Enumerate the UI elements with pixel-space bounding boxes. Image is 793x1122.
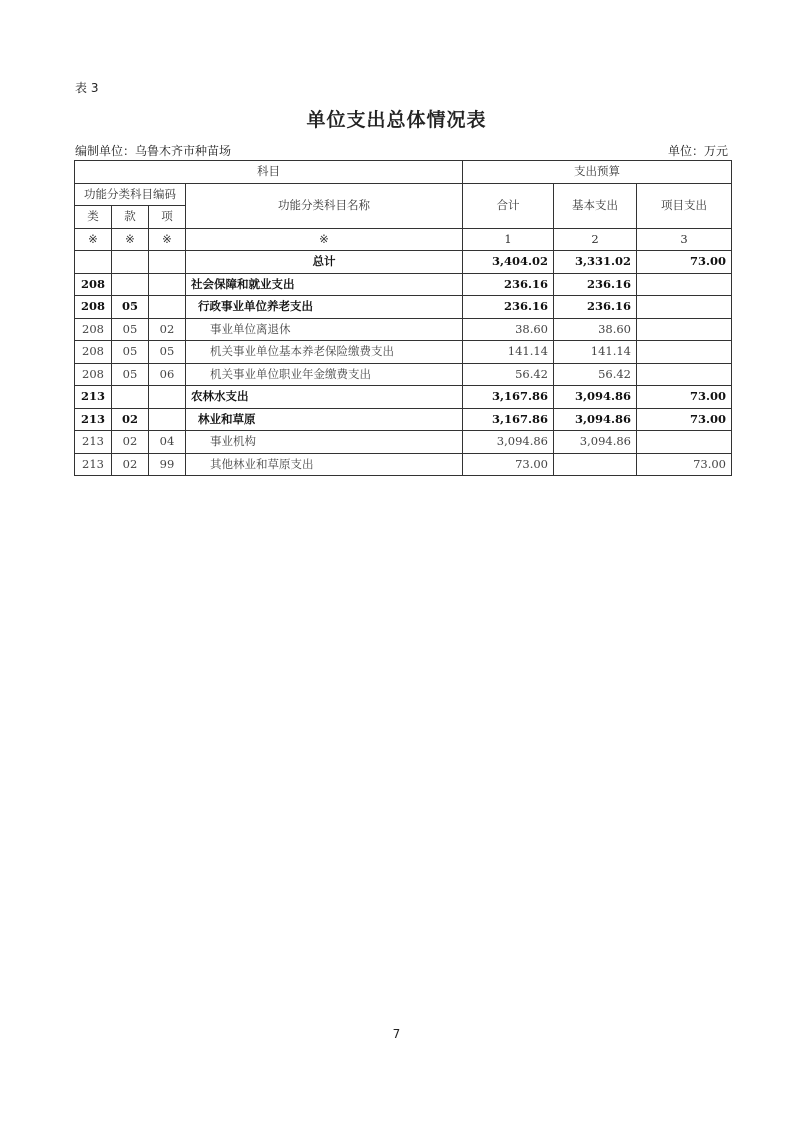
header-subject-name: 功能分类科目名称 [186,183,463,228]
row-project: 73.00 [637,408,732,431]
row-basic: 56.42 [554,363,637,386]
row-total: 236.16 [463,273,554,296]
row-basic: 38.60 [554,318,637,341]
row-basic: 141.14 [554,341,637,364]
header-total: 合计 [463,183,554,228]
header-basic: 基本支出 [554,183,637,228]
row-subject-name: 机关事业单位职业年金缴费支出 [186,363,463,386]
row-xiang: 02 [149,318,186,341]
table-number: 表 3 [75,81,99,95]
row-subject-name: 事业单位离退休 [186,318,463,341]
row-kuan: 05 [112,363,149,386]
row-project [637,363,732,386]
header-code-group: 功能分类科目编码 [75,183,186,206]
compiling-unit: 编制单位：乌鲁木齐市种苗场 [75,144,232,158]
table-row [75,318,732,341]
row-total: 3,167.86 [463,386,554,409]
row-lei: 213 [75,408,112,431]
table-row [75,363,732,386]
row-total: 141.14 [463,341,554,364]
row-kuan [112,273,149,296]
row-xiang: 06 [149,363,186,386]
row-lei: 213 [75,453,112,476]
mark-xiang: ※ [149,228,186,251]
row-basic: 3,094.86 [554,431,637,454]
row-lei: 208 [75,318,112,341]
row-project [637,273,732,296]
row-lei: 208 [75,341,112,364]
currency-unit: 单位：万元 [667,144,728,158]
row-lei: 208 [75,296,112,319]
row-basic: 236.16 [554,296,637,319]
row-basic: 3,094.86 [554,408,637,431]
total-sum: 3,404.02 [463,251,554,274]
row-subject-name: 行政事业单位养老支出 [186,296,463,319]
header-budget: 支出预算 [463,161,732,184]
row-xiang [149,296,186,319]
table-row [75,431,732,454]
table-row [75,273,732,296]
row-kuan: 02 [112,431,149,454]
header-row-1 [75,161,732,184]
row-subject-name: 社会保障和就业支出 [186,273,463,296]
row-subject-name: 林业和草原 [186,408,463,431]
mark-lei: ※ [75,228,112,251]
row-total: 236.16 [463,296,554,319]
header-subject: 科目 [75,161,463,184]
total-row [75,251,732,274]
total-lei [75,251,112,274]
row-lei: 208 [75,273,112,296]
header-kuan: 款 [112,206,149,229]
row-project [637,431,732,454]
header-xiang: 项 [149,206,186,229]
row-project [637,296,732,319]
header-project: 项目支出 [637,183,732,228]
row-subject-name: 其他林业和草原支出 [186,453,463,476]
row-basic: 3,094.86 [554,386,637,409]
row-xiang: 99 [149,453,186,476]
index-1: 1 [463,228,554,251]
row-project: 73.00 [637,386,732,409]
row-basic: 236.16 [554,273,637,296]
total-xiang [149,251,186,274]
row-xiang [149,408,186,431]
mark-name: ※ [186,228,463,251]
row-total: 56.42 [463,363,554,386]
row-total: 3,167.86 [463,408,554,431]
row-kuan: 05 [112,341,149,364]
expenditure-table [74,160,732,476]
index-2: 2 [554,228,637,251]
row-subject-name: 农林水支出 [186,386,463,409]
row-kuan: 02 [112,408,149,431]
total-kuan [112,251,149,274]
table-row [75,453,732,476]
table-row [75,296,732,319]
row-lei: 208 [75,363,112,386]
row-xiang: 04 [149,431,186,454]
mark-kuan: ※ [112,228,149,251]
table-row [75,386,732,409]
row-kuan: 02 [112,453,149,476]
page-number: 7 [392,1027,401,1041]
table-row [75,341,732,364]
row-subject-name: 机关事业单位基本养老保险缴费支出 [186,341,463,364]
row-xiang: 05 [149,341,186,364]
row-subject-name: 事业机构 [186,431,463,454]
row-total: 38.60 [463,318,554,341]
table-row [75,408,732,431]
row-lei: 213 [75,431,112,454]
header-index-row [75,228,732,251]
row-xiang [149,386,186,409]
row-total: 3,094.86 [463,431,554,454]
header-lei: 类 [75,206,112,229]
row-basic [554,453,637,476]
row-kuan: 05 [112,318,149,341]
row-kuan [112,386,149,409]
total-basic: 3,331.02 [554,251,637,274]
index-3: 3 [637,228,732,251]
row-project: 73.00 [637,453,732,476]
row-kuan: 05 [112,296,149,319]
page-title: 单位支出总体情况表 [306,109,487,131]
row-project [637,318,732,341]
row-total: 73.00 [463,453,554,476]
total-project: 73.00 [637,251,732,274]
row-project [637,341,732,364]
row-xiang [149,273,186,296]
header-row-2 [75,183,732,206]
row-lei: 213 [75,386,112,409]
total-label: 总计 [186,251,463,274]
